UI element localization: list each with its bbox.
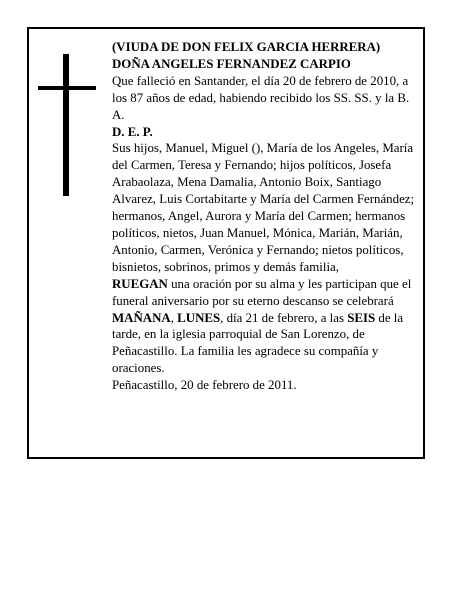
cross-horizontal-bar [38, 86, 96, 90]
dep-line: D. E. P. [112, 124, 153, 139]
ruegan-text: una oración por su alma y les participan que el funeral aniversario por su eterno descanso se celebrará [112, 276, 412, 308]
death-paragraph: Que falleció en Santander, el día 20 de febrero de 2010, a los 87 años de edad, habiendo recibido los SS. SS. y la B. A. [112, 73, 410, 122]
header-line-1: (VIUDA DE DON FELIX GARCIA HERRERA) [112, 40, 381, 54]
obituary-text [112, 39, 418, 394]
seis-word: SEIS [347, 310, 376, 325]
comma-text: , [170, 310, 178, 325]
place-date-line: Peñacastillo, 20 de febrero de 2011. [112, 378, 297, 393]
family-paragraph: Sus hijos, Manuel, Miguel (), María de los Angeles, María del Carmen, Teresa y Fernando; hijos políticos, Josefa Arabaolaza, Mena Damalia, Antonio Boix, Santiago Alvarez, Luis Cortabitarte y María del Carmen Fernández; hermanos, Angel, Aurora y María del Carmen; hermanos políticos, nietos, Juan Manuel, Mónica, Marián, Marián, Antonio, Carmen, Verónica y Fernando; nietos políticos, bisnietos, sobrinos, primos y demás familia, [112, 141, 415, 274]
ceremony-paragraph [112, 276, 418, 377]
lunes-word: LUNES [177, 310, 221, 325]
date-text: , día 21 de febrero, a las [220, 310, 348, 325]
cross-vertical-bar [63, 54, 69, 196]
closing-text: de la tarde, en la iglesia parroquial de San Lorenzo, de Peñacastillo. La familia les agradece su compañía y oraciones. [112, 310, 404, 376]
ruegan-word: RUEGAN [112, 276, 168, 291]
manana-word: MAÑANA [112, 310, 171, 325]
header-line-2: DOÑA ANGELES FERNANDEZ CARPIO [112, 56, 351, 71]
cross-icon [38, 54, 96, 196]
